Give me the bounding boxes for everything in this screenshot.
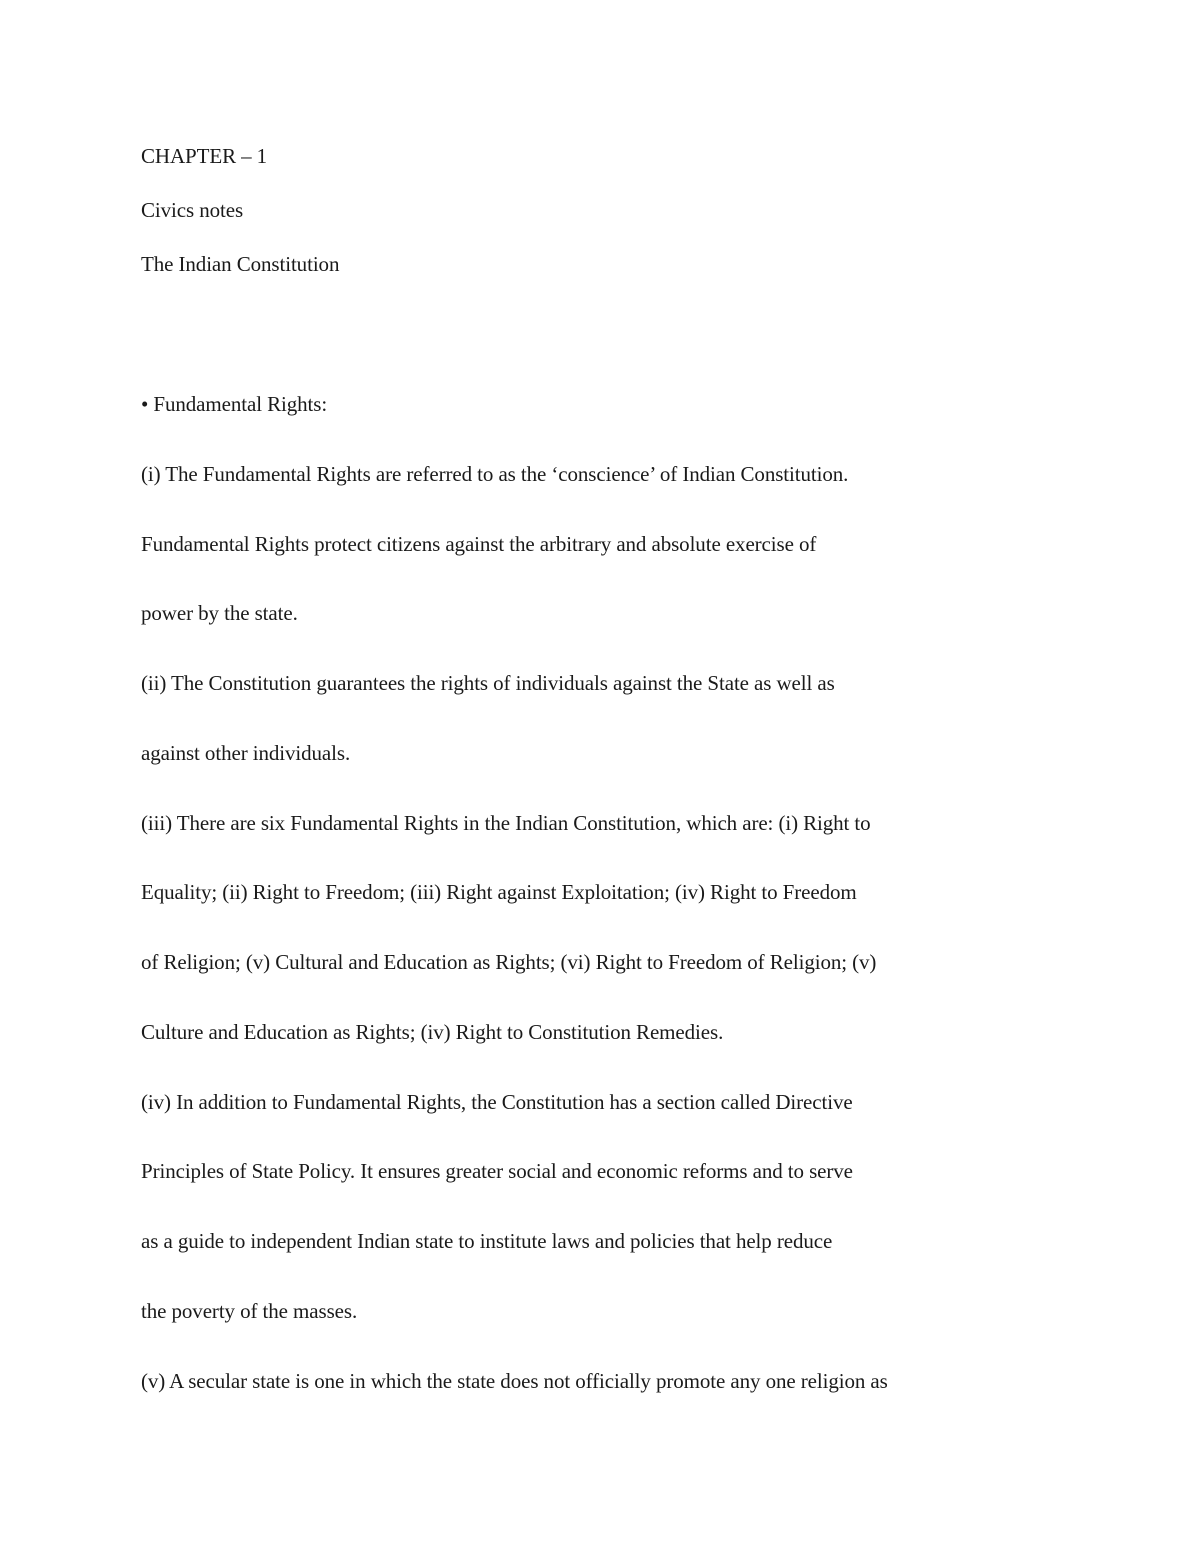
body-line: of Religion; (v) Cultural and Education as Rights; (vi) Right to Freedom of Religion; (v) xyxy=(141,950,877,974)
body-line: (iv) In addition to Fundamental Rights, the Constitution has a section called Directive xyxy=(141,1090,853,1114)
body-line: against other individuals. xyxy=(141,741,351,765)
body-line: the poverty of the masses. xyxy=(141,1299,358,1323)
body-line: Fundamental Rights protect citizens against the arbitrary and absolute exercise of xyxy=(141,532,817,556)
body-line: (i) The Fundamental Rights are referred to as the ‘conscience’ of Indian Constitution. xyxy=(141,462,849,486)
section-bullet-heading: • Fundamental Rights: xyxy=(141,392,328,416)
body-line: Principles of State Policy. It ensures greater social and economic reforms and to serve xyxy=(141,1159,853,1183)
document-title: The Indian Constitution xyxy=(141,252,340,276)
body-line: as a guide to independent Indian state to institute laws and policies that help reduce xyxy=(141,1229,833,1253)
body-line: (ii) The Constitution guarantees the rights of individuals against the State as well as xyxy=(141,671,835,695)
chapter-heading: CHAPTER – 1 xyxy=(141,144,268,168)
body-line: Equality; (ii) Right to Freedom; (iii) Right against Exploitation; (iv) Right to Freedom xyxy=(141,880,857,904)
body-line: (iii) There are six Fundamental Rights in the Indian Constitution, which are: (i) Right to xyxy=(141,811,871,835)
subject-heading: Civics notes xyxy=(141,198,244,222)
body-line: power by the state. xyxy=(141,601,298,625)
body-line: Culture and Education as Rights; (iv) Right to Constitution Remedies. xyxy=(141,1020,724,1044)
body-line: (v) A secular state is one in which the state does not officially promote any one religion as xyxy=(141,1369,888,1393)
